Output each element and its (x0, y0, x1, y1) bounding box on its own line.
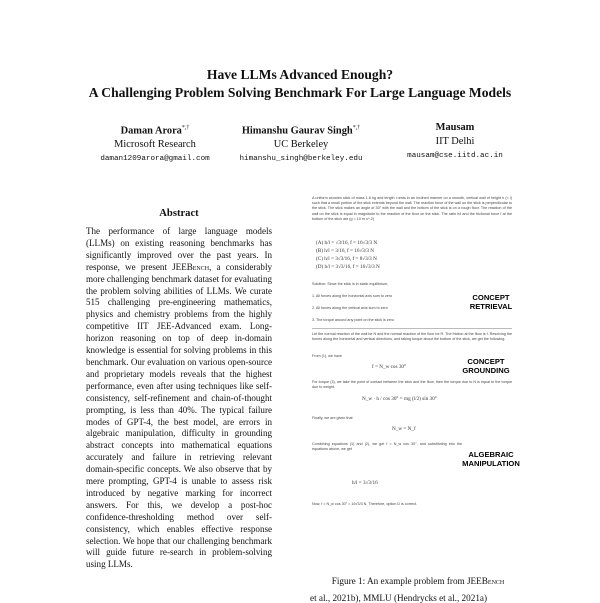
condition-item: 3. The torque around any point on the stick is zero (312, 318, 394, 322)
solution-text: For torque (3), we take the point of contact between the stick and the floor, then the torque due to N is equal to the torque due to weight. (312, 380, 512, 390)
title-line-1: Have LLMs Advanced Enough? (206, 67, 394, 82)
option-b: (B) h/l = 3/16, f = 16√3/3 N (316, 248, 374, 254)
title-line-2: A Challenging Problem Solving Benchmark For Large Language Models (88, 85, 512, 100)
abstract-heading: Abstract (159, 208, 199, 219)
author-email: himanshu_singh@berkeley.edu (239, 155, 363, 164)
equation-3: N_w = N_f (392, 426, 416, 432)
condition-item: 2. All forces along the vertical axis sum to zero (312, 306, 388, 310)
tag-concept-grounding: CONCEPT GROUNDING (462, 357, 510, 375)
author-block (215, 121, 387, 166)
author-name: Mausam (435, 122, 475, 133)
author-affiliation: UC Berkeley (273, 139, 329, 151)
example-figure (312, 196, 520, 576)
paper-title (0, 66, 600, 102)
author-name: Daman Arora*,† (120, 125, 190, 137)
solution-intro: Solution: Since the stick is in static equilibrium, (312, 282, 389, 286)
benchmark-name: JEEBench (172, 261, 210, 272)
equation-1: f = N_w cos 30° (372, 364, 407, 370)
condition-item: 1. All forces along the horizontal axis sum to zero (312, 294, 393, 298)
solution-text: Combining equations (1) and (2), we get f = N_w cos 30°, and substituting into the equations above, we get (312, 442, 462, 452)
option-d: (D) h/l = 3√3/16, f = 16√3/3 N (316, 264, 380, 270)
solution-text: Now, f = N_w cos 30° = 16√3/3 N. Therefore, option D is correct. (312, 502, 418, 506)
solution-text: From (1), we have (312, 354, 342, 358)
divider (312, 328, 512, 329)
author-email: mausam@cse.iitd.ac.in (407, 152, 503, 160)
author-email: daman1209arora@gmail.com (100, 155, 210, 164)
abstract-body: The performance of large language models (LLMs) on existing reasoning benchmarks has significantly improved over the past years. In response, we present JEEBench, a considerably more challenging benchmark dataset for evaluating the problem solving abilities of LLMs. We curate 515 challenging pre-engineering mathematics, physics and chemistry problems from the highly competitive IIT JEE-Advanced exam. Long-horizon reasoning on top of deep in-domain knowledge is essential for solving problems in this benchmark. Our evaluation on various open-source and proprietary models reveals that the highest performance, even after using techniques like self-consistency, self-refinement and chain-of-thought prompting, is less than 40%. The typical failure modes of GPT-4, the best model, are errors in algebraic manipulation, difficulty in grounding abstract concepts into mathematical equations accurately and failure in retrieving relevant domain-specific concepts. We also observe that by mere prompting, GPT-4 is unable to assess risk introduced by negative marking for incorrect answers. For this, we develop a post-hoc confidence-thresholding method over self-consistency, which enables effective response selection. We hope that our challenging benchmark will guide future re-search in problem-solving using LLMs. (86, 226, 272, 570)
option-a: (A) h/l = √3/16, f = 16√3/3 N (316, 240, 378, 246)
equation-2: N_w · h / cos 30° = mg (l/2) sin 30° (362, 396, 437, 402)
option-c: (C) h/l = 3√3/16, f = 8√3/3 N (316, 256, 377, 262)
body-text-fragment: et al., 2021b), MMLU (Hendrycks et al., 2021a) (310, 593, 488, 603)
solution-text: Let the normal reaction of the wall be N and the normal reaction of the floor be R. The friction at the floor is f. Resolving the forces along the horizontal and vertical directions, and taking torque about the bottom of the stick, we get the following. (312, 332, 512, 342)
figure-caption: Figure 1: An example problem from JEEBench (331, 576, 505, 586)
problem-text: A uniform wooden stick of mass 1.6 kg and length l rests in an inclined manner on a smooth, vertical wall of height h (< l) such that a small portion of the stick extends beyond the wall. The reaction force of the wall on the stick is perpendicular to the stick. The stick makes an angle of 30° with the wall and the bottom of the stick is on a rough floor. The reaction of the wall on the stick is equal in magnitude to the reaction of the floor on the stick. The ratio h/l and the frictional force f at the bottom of the stick are (g = 10 m s^-2) (312, 196, 512, 221)
tag-algebraic-manipulation: ALGEBRAIC MANIPULATION (462, 450, 520, 468)
author-block (370, 121, 540, 163)
author-affiliation: Microsoft Research (114, 139, 196, 151)
author-name: Himanshu Gaurav Singh*,† (241, 125, 361, 137)
solution-text: Finally, we are given that (312, 416, 353, 420)
tag-concept-retrieval: CONCEPT RETRIEVAL (469, 293, 513, 311)
equation-4: h/l = 3√3/16 (352, 480, 378, 486)
author-affiliation: IIT Delhi (435, 136, 475, 147)
